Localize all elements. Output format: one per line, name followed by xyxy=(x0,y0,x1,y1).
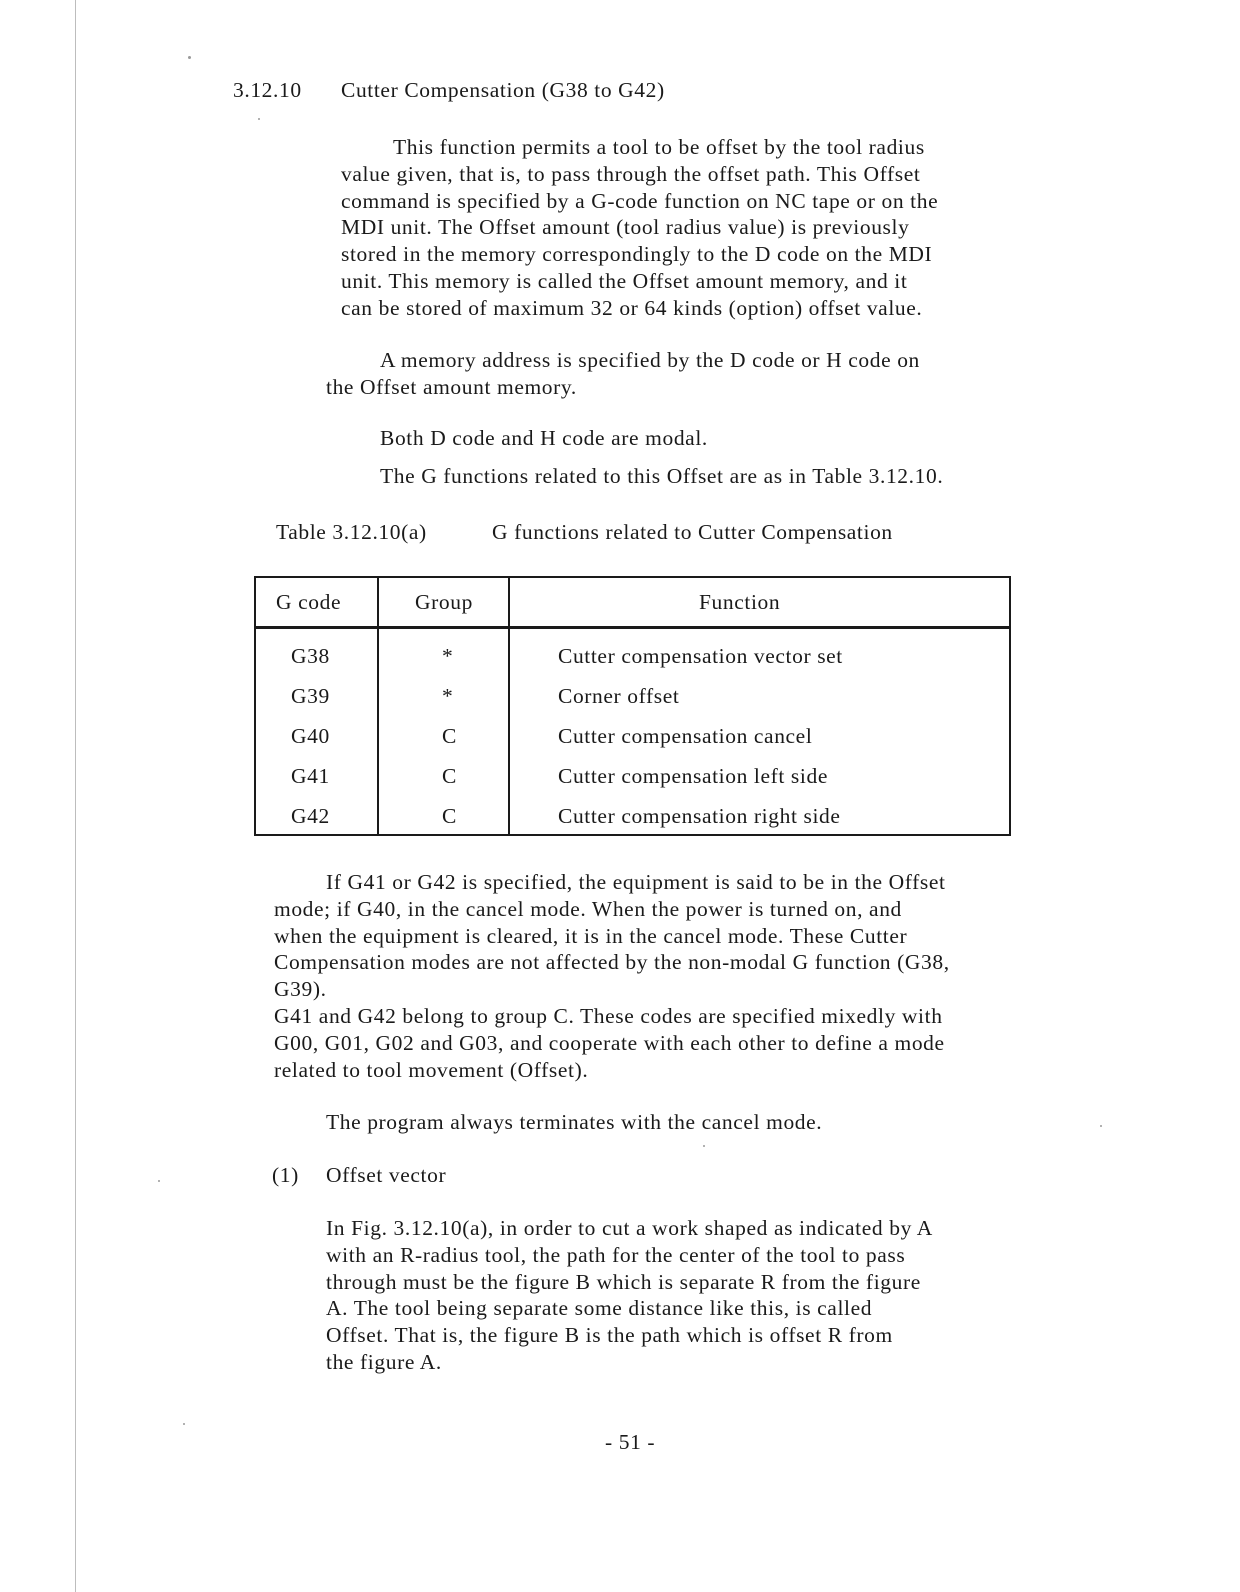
table-column-divider xyxy=(508,578,510,834)
intro-line: This function permits a tool to be offset by the tool radius xyxy=(393,135,925,159)
scan-speck xyxy=(1100,1125,1102,1127)
table-cell-group: C xyxy=(442,764,457,788)
vector-line: Offset. That is, the figure B is the path which is offset R from xyxy=(326,1323,893,1348)
mode-line: Compensation modes are not affected by the non-modal G function (G38, xyxy=(274,950,950,975)
subsection-number: (1) xyxy=(272,1163,299,1187)
mode-line: when the equipment is cleared, it is in the cancel mode. These Cutter xyxy=(274,923,908,948)
table-cell-function: Cutter compensation vector set xyxy=(558,644,843,668)
vector-line: A. The tool being separate some distance like this, is called xyxy=(326,1296,873,1321)
mode-paragraph xyxy=(274,869,950,1083)
mode-line: related to tool movement (Offset). xyxy=(274,1057,589,1082)
scan-speck xyxy=(258,118,260,120)
table-header-rule xyxy=(256,626,1009,629)
scan-speck xyxy=(158,1180,160,1182)
table-column-divider xyxy=(377,578,379,834)
address-paragraph xyxy=(326,347,920,401)
address-line: the Offset amount memory. xyxy=(326,374,577,399)
vector-line: the figure A. xyxy=(326,1349,442,1374)
table-cell-function: Cutter compensation cancel xyxy=(558,724,813,748)
table-cell-group: C xyxy=(442,724,457,748)
table-header-group: Group xyxy=(415,590,473,614)
mode-line: G39). xyxy=(274,977,327,1002)
modal-note: Both D code and H code are modal. xyxy=(380,426,708,450)
table-cell-function: Corner offset xyxy=(558,684,680,708)
vector-line: through must be the figure B which is separate R from the figure xyxy=(326,1269,921,1294)
table-cell-function: Cutter compensation right side xyxy=(558,804,841,828)
page-number: - 51 - xyxy=(605,1430,656,1454)
address-line: A memory address is specified by the D code or H code on xyxy=(380,348,920,372)
mode-line: G00, G01, G02 and G03, and cooperate with each other to define a mode xyxy=(274,1030,945,1055)
table-cell-function: Cutter compensation left side xyxy=(558,764,828,788)
scan-speck xyxy=(188,56,191,59)
table-reference-note: The G functions related to this Offset are as in Table 3.12.10. xyxy=(380,464,944,488)
intro-line: MDI unit. The Offset amount (tool radius value) is previously xyxy=(341,215,910,240)
offset-vector-paragraph xyxy=(326,1215,933,1376)
termination-note: The program always terminates with the cancel mode. xyxy=(326,1110,823,1134)
table-cell-gcode: G38 xyxy=(291,644,330,668)
table-cell-gcode: G39 xyxy=(291,684,330,708)
table-header-gcode: G code xyxy=(276,590,342,614)
section-number: 3.12.10 xyxy=(233,78,302,102)
scan-speck xyxy=(183,1423,185,1425)
mode-line: If G41 or G42 is specified, the equipment is said to be in the Offset xyxy=(326,870,946,894)
vector-line: with an R-radius tool, the path for the center of the tool to pass xyxy=(326,1242,906,1267)
table-header-function: Function xyxy=(699,590,781,614)
intro-line: stored in the memory correspondingly to the D code on the MDI xyxy=(341,242,933,267)
intro-line: value given, that is, to pass through the offset path. This Offset xyxy=(341,161,921,186)
section-title: Cutter Compensation (G38 to G42) xyxy=(341,78,665,102)
intro-line: unit. This memory is called the Offset amount memory, and it xyxy=(341,268,908,293)
scan-speck xyxy=(703,1145,705,1147)
g-function-table xyxy=(254,576,1011,836)
intro-line: command is specified by a G-code function on NC tape or on the xyxy=(341,188,939,213)
table-cell-gcode: G40 xyxy=(291,724,330,748)
table-cell-group: * xyxy=(442,684,454,708)
mode-line: mode; if G40, in the cancel mode. When the power is turned on, and xyxy=(274,896,902,921)
table-caption-number: Table 3.12.10(a) xyxy=(276,520,427,544)
table-cell-group: C xyxy=(442,804,457,828)
table-cell-group: * xyxy=(442,644,454,668)
intro-line: can be stored of maximum 32 or 64 kinds (option) offset value. xyxy=(341,295,923,320)
vector-line: In Fig. 3.12.10(a), in order to cut a work shaped as indicated by A xyxy=(326,1216,933,1240)
mode-line: G41 and G42 belong to group C. These codes are specified mixedly with xyxy=(274,1003,943,1028)
table-caption-title: G functions related to Cutter Compensation xyxy=(492,520,893,544)
table-cell-gcode: G41 xyxy=(291,764,330,788)
subsection-title: Offset vector xyxy=(326,1163,447,1187)
table-cell-gcode: G42 xyxy=(291,804,330,828)
binding-edge-line xyxy=(75,0,76,1592)
intro-paragraph xyxy=(341,134,938,322)
